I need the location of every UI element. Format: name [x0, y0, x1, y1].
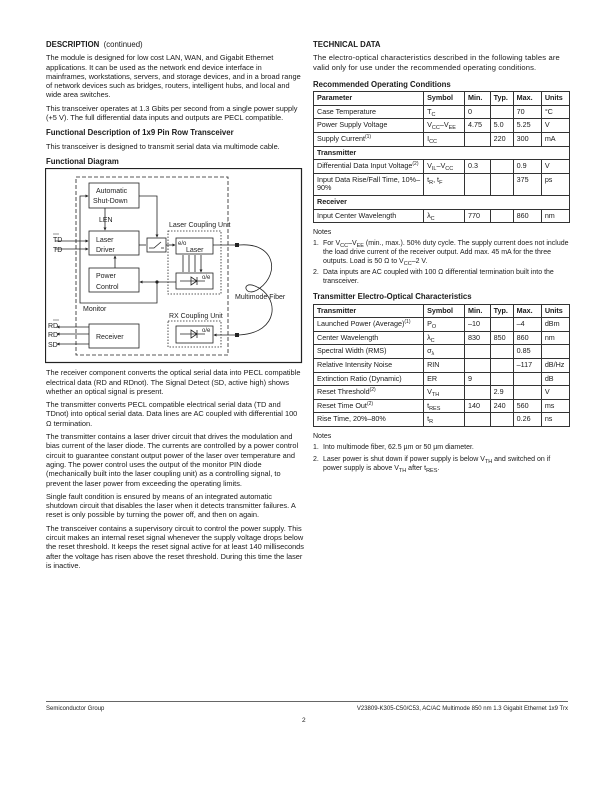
heading-text: DESCRIPTION	[46, 40, 100, 49]
transmitter-characteristics-table	[313, 304, 570, 427]
fiber-connector-rx	[235, 333, 239, 337]
label-control: Control	[96, 284, 119, 292]
column-header: Max.	[513, 304, 541, 318]
laser-driver-para: The transmitter contains a laser driver circuit that drives the modulation and bias current of the laser diode. The currents are controlled by a power control circuit to guarantee constant output power of the laser over temperature and aging. The power control uses the output of the monitor PIN diode (mechanically built into the laser coupling unit) as a controlling signal, to prevent the laser power from exceeding the operating limits.	[46, 432, 299, 488]
table-cell: Relative Intensity Noise	[314, 359, 424, 373]
notes-1-list	[313, 240, 570, 286]
column-header: Max.	[513, 92, 541, 106]
multimode-fiber	[239, 245, 272, 335]
note-item	[313, 444, 570, 453]
note-item	[313, 269, 570, 286]
operating-conditions-table	[313, 91, 570, 223]
table-cell: V	[541, 160, 569, 174]
section-label: Transmitter	[314, 146, 570, 160]
table-header-row	[314, 92, 570, 106]
section-label: Receiver	[314, 195, 570, 209]
notes-1-heading: Notes	[313, 229, 332, 237]
pin-sd: SD	[48, 342, 58, 350]
footer-right: V23809-K305-C50/C53, AC/AC Multimode 850 nm 1.3 Gigabit Ethernet 1x9 Trx	[356, 706, 568, 712]
column-header: Units	[541, 304, 569, 318]
table-cell: 560	[513, 399, 541, 413]
subscript: R	[429, 179, 434, 186]
label-rx-coupling-unit: RX Coupling Unit	[169, 313, 223, 321]
column-header: Min.	[465, 304, 491, 318]
table-cell: $\lambda_C$	[424, 209, 465, 223]
table-cell	[490, 359, 513, 373]
label-oe-rx: o/e	[202, 328, 211, 335]
table-cell: dBm	[541, 318, 569, 332]
label-laser: Laser	[186, 247, 204, 255]
note-number: 2.	[313, 269, 319, 277]
technical-data-heading: TECHNICAL DATA	[313, 40, 381, 49]
note-number: 1.	[313, 240, 319, 248]
description-para-1: The module is designed for low cost LAN, WAN, and Gigabit Ethernet applications. It can be used as the network end device interface in mainframes, workstations, servers, and storage devices, and in a broad range of network devices such as bridges, routers, intelligent hubs, and local and wide area switches.	[46, 53, 301, 100]
table-cell	[490, 105, 513, 119]
table-cell	[541, 345, 569, 359]
table-cell: 300	[513, 132, 541, 146]
table-cell: Extinction Ratio (Dynamic)	[314, 372, 424, 386]
operating-conditions-heading: Recommended Operating Conditions	[313, 79, 451, 89]
subscript: CC	[431, 125, 440, 132]
table-cell	[490, 345, 513, 359]
label-eo: e/o	[178, 241, 187, 248]
table-row	[314, 318, 570, 332]
functional-description-para: This transceiver is designed to transmit serial data via multimode cable.	[46, 141, 280, 151]
table-cell: 5.0	[490, 119, 513, 133]
column-header: Typ.	[490, 304, 513, 318]
label-shutdown: Shut-Down	[93, 198, 128, 206]
label-power: Power	[96, 273, 116, 281]
diagram-frame	[46, 169, 302, 363]
table-cell: 220	[490, 132, 513, 146]
fault-para: Single fault condition is ensured by means of an integrated automatic shutdown circuit that disables the laser when it detects transmitter failures. A reset is only possible by turning the power off, and then on again.	[46, 491, 296, 520]
table-row	[314, 399, 570, 413]
table-cell: 0.26	[513, 413, 541, 427]
subscript: TH	[484, 458, 493, 465]
pin-rd-not: RD	[48, 323, 59, 331]
table-cell: dB	[541, 372, 569, 386]
table-cell: ms	[541, 399, 569, 413]
table-cell: Case Temperature	[314, 105, 424, 119]
table-cell: RIN	[424, 359, 465, 373]
table-cell: Rise Time, 20%–80%	[314, 413, 424, 427]
table-row	[314, 105, 570, 119]
description-para-2: This transceiver operates at 1.3 Gbits per second from a single power supply (+5 V). The full differential data inputs and outputs are PECL compatible.	[46, 103, 298, 123]
note-text: Data inputs are AC coupled with 100 Ω differential termination built into the transceiver.	[323, 269, 554, 285]
table-cell: 770	[465, 209, 491, 223]
table-cell: 0.9	[513, 160, 541, 174]
table-cell: Input Center Wavelength	[314, 209, 424, 223]
subscript: R	[429, 419, 434, 426]
switch-icon	[149, 242, 164, 248]
subscript: CC	[445, 166, 454, 173]
switch-block	[147, 238, 166, 252]
table-cell: V	[541, 119, 569, 133]
supervisory-para: The transceiver contains a supervisory circuit to control the power supply. This circuit makes an internal reset signal whenever the supply voltage drops below the reset threshold. It keeps the reset signal active for at least 140 milliseconds after the voltage has risen above the reset threshold. During this time the laser is inactive.	[46, 523, 304, 570]
table-cell: Center Wavelength	[314, 331, 424, 345]
table-cell	[490, 372, 513, 386]
label-len: LEN	[99, 217, 113, 225]
table-cell	[465, 359, 491, 373]
page-footer	[46, 701, 568, 712]
label-multimode-fiber: Multimode Fiber	[235, 294, 286, 302]
footer-left: Semiconductor Group	[46, 706, 105, 712]
pin-td-not: TD	[53, 237, 63, 245]
subscript: IL	[431, 166, 437, 173]
table-cell	[465, 132, 491, 146]
table-cell: $t_R$	[424, 413, 465, 427]
functional-description-heading: Functional Description of 1x9 Pin Row Transceiver	[46, 128, 234, 138]
column-header: Parameter	[314, 92, 424, 106]
table-row	[314, 119, 570, 133]
table-cell: 70	[513, 105, 541, 119]
label-monitor: Monitor	[83, 306, 107, 314]
table-cell: $\sigma_\lambda$	[424, 345, 465, 359]
table-row	[314, 160, 570, 174]
table-cell: $t_R$, $t_F$	[424, 173, 465, 195]
table-cell	[490, 160, 513, 174]
subscript: TH	[398, 467, 407, 474]
table-cell: 850	[490, 331, 513, 345]
superscript: (2)	[369, 387, 376, 394]
column-header: Units	[541, 92, 569, 106]
table-cell	[513, 386, 541, 400]
note-text: Laser power is shut down if power supply is below $V_{TH}$ and switched on if power supply is above $V_{TH}$ after $t_{RES}$.	[323, 455, 551, 474]
table-cell: –4	[513, 318, 541, 332]
table-cell: 4.75	[465, 119, 491, 133]
table-cell	[465, 345, 491, 359]
note-item	[313, 456, 570, 473]
table-cell	[490, 318, 513, 332]
table-cell	[513, 372, 541, 386]
subscript: RES	[426, 467, 438, 474]
superscript: (2)	[366, 400, 374, 407]
table-row	[314, 331, 570, 345]
table-cell: ps	[541, 173, 569, 195]
table-section-row	[314, 195, 570, 209]
column-header: Typ.	[490, 92, 513, 106]
table-cell: –117	[513, 359, 541, 373]
table-cell: $V_{CC}-V_{EE}$	[424, 119, 465, 133]
table-cell: Supply Current$^{(1)}$	[314, 132, 424, 146]
notes-2-heading: Notes	[313, 433, 332, 441]
description-heading	[46, 40, 304, 49]
notes-2-list	[313, 444, 570, 473]
table-cell: dB/Hz	[541, 359, 569, 373]
table-cell: mA	[541, 132, 569, 146]
subscript: C	[430, 337, 435, 344]
table-cell: Spectral Width (RMS)	[314, 345, 424, 359]
note-number: 2.	[313, 455, 319, 463]
subscript: EE	[448, 125, 456, 132]
table-cell: 0.85	[513, 345, 541, 359]
label-laser-driver-2: Driver	[96, 247, 115, 255]
table-cell	[490, 413, 513, 427]
table-cell: $T_C$	[424, 105, 465, 119]
subscript: λ	[431, 351, 435, 358]
table-cell: Input Data Rise/Fall Time, 10%–90%	[314, 173, 424, 195]
subscript: O	[431, 324, 437, 331]
table-cell: $I_{CC}$	[424, 132, 465, 146]
table-cell: $V_{TH}$	[424, 386, 465, 400]
functional-diagram	[45, 168, 303, 364]
superscript: (1)	[404, 319, 411, 326]
fiber-connector-tx	[235, 243, 239, 247]
table-cell: $t_{RES}$	[424, 399, 465, 413]
pin-rd: RD	[48, 332, 59, 340]
table-row	[314, 413, 570, 427]
table-section-row	[314, 146, 570, 160]
page-number: 2	[302, 717, 306, 724]
table-row	[314, 345, 570, 359]
left-column	[46, 40, 304, 574]
table-cell: 375	[513, 173, 541, 195]
table-row	[314, 359, 570, 373]
table-cell	[490, 173, 513, 195]
table-cell: nm	[541, 331, 569, 345]
functional-diagram-heading: Functional Diagram	[46, 156, 119, 166]
table-cell: $\lambda_C$	[424, 331, 465, 345]
table-cell: 0	[465, 105, 491, 119]
label-receiver: Receiver	[96, 334, 124, 342]
subscript: CC	[429, 138, 438, 145]
transmitter-para: The transmitter converts PECL compatible electrical serial data (TD and TDnot) into optical serial data. Data lines are AC coupled with differential 100 Ω termination.	[46, 400, 298, 428]
table-cell: ER	[424, 372, 465, 386]
subscript: C	[430, 215, 435, 222]
right-column	[313, 40, 570, 476]
table-cell: V	[541, 386, 569, 400]
receiver-para: The receiver component converts the optical serial data into PECL compatible electrical data (RD and RDnot). The Signal Detect (SD, active high) shows whether an optical signal is present.	[46, 368, 301, 396]
column-header: Symbol	[424, 304, 465, 318]
column-header: Symbol	[424, 92, 465, 106]
subscript: CC	[403, 260, 412, 267]
subscript: CC	[340, 243, 349, 250]
superscript: (1)	[364, 133, 372, 140]
note-item	[313, 240, 570, 266]
heading-suffix: (continued)	[103, 40, 143, 49]
pin-td: TD	[53, 247, 63, 255]
table-cell: 240	[490, 399, 513, 413]
table-cell: 9	[465, 372, 491, 386]
note-text: For $V_{CC}-V_{EE}$ (min., max.). 50% duty cycle. The supply current does not include the load drive current of the receiver output. Add max. 45 mA for the three outputs. Load is 50 Ω to $V_{CC}-2$ V.	[323, 240, 569, 267]
note-text: Into multimode fiber, 62.5 µm or 50 µm diameter.	[323, 444, 474, 452]
superscript: (2)	[412, 161, 419, 168]
table-cell: 0.3	[465, 160, 491, 174]
label-oe-monitor: o/e	[202, 275, 211, 282]
table-cell: –10	[465, 318, 491, 332]
column-header: Transmitter	[314, 304, 424, 318]
technical-data-intro: The electro-optical characteristics described in the following tables are valid only for use under the recommended operating conditions.	[313, 53, 560, 73]
table-cell: °C	[541, 105, 569, 119]
table-cell: Differential Data Input Voltage$^{(2)}$	[314, 160, 424, 174]
table-cell: $V_{IL}-V_{CC}$	[424, 160, 465, 174]
subscript: C	[431, 111, 436, 118]
table-cell: Reset Time Out$^{(2)}$	[314, 399, 424, 413]
table-cell: ns	[541, 413, 569, 427]
label-laser-driver-1: Laser	[96, 237, 114, 245]
table-cell: Power Supply Voltage	[314, 119, 424, 133]
table-cell: 5.25	[513, 119, 541, 133]
table-row	[314, 209, 570, 223]
table-cell: nm	[541, 209, 569, 223]
label-laser-coupling-unit: Laser Coupling Unit	[169, 222, 231, 230]
table-cell: 2.9	[490, 386, 513, 400]
transmitter-characteristics-heading: Transmitter Electro-Optical Characteristics	[313, 292, 472, 302]
subscript: RES	[429, 405, 441, 412]
table-row	[314, 372, 570, 386]
table-row	[314, 132, 570, 146]
table-cell: 860	[513, 209, 541, 223]
table-cell: 830	[465, 331, 491, 345]
table-cell	[465, 173, 491, 195]
table-cell: Launched Power (Average)$^{(1)}$	[314, 318, 424, 332]
table-row	[314, 173, 570, 195]
note-number: 1.	[313, 444, 319, 452]
table-cell: $P_O$	[424, 318, 465, 332]
table-cell: 860	[513, 331, 541, 345]
table-cell: Reset Threshold$^{(2)}$	[314, 386, 424, 400]
subscript: EE	[356, 243, 364, 250]
subscript: TH	[431, 392, 440, 399]
label-automatic: Automatic	[96, 188, 128, 196]
table-header-row	[314, 304, 570, 318]
table-row	[314, 386, 570, 400]
table-cell: 140	[465, 399, 491, 413]
table-cell	[490, 209, 513, 223]
table-cell	[465, 413, 491, 427]
subscript: F	[439, 179, 443, 186]
column-header: Min.	[465, 92, 491, 106]
table-cell	[465, 386, 491, 400]
